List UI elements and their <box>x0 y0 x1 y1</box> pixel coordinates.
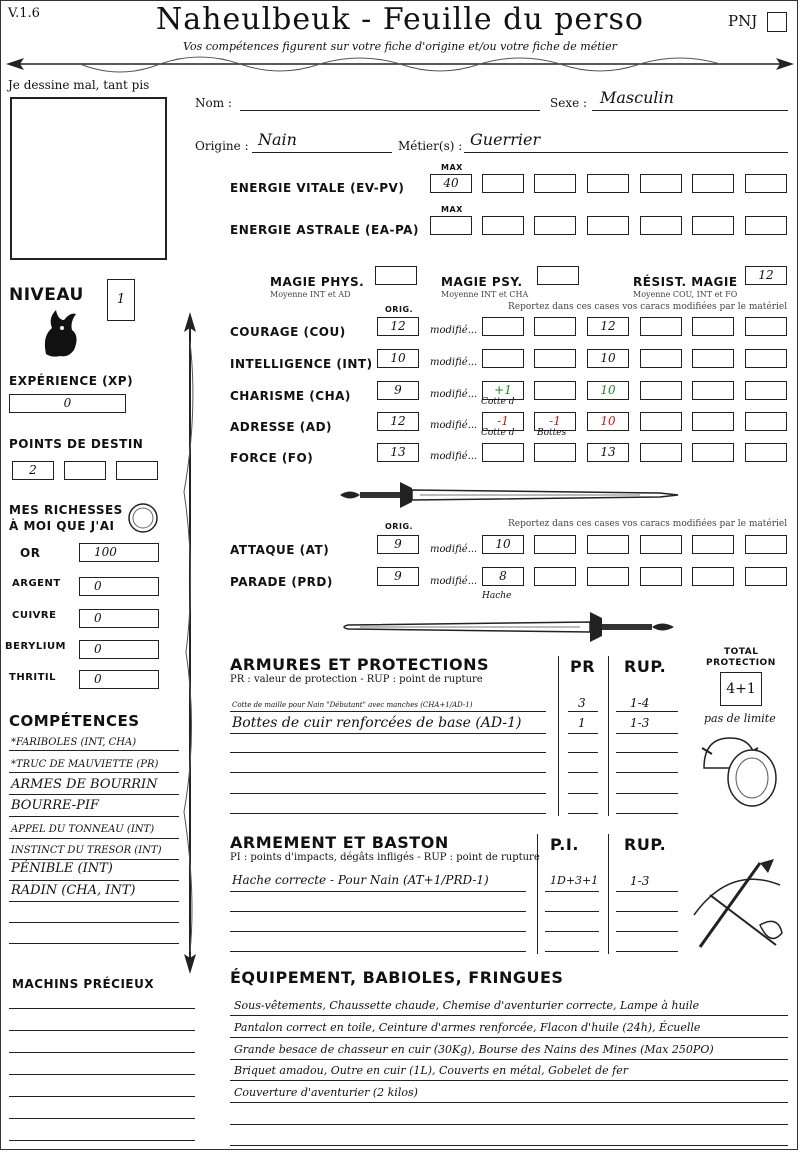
carac-mod-fo[interactable] <box>745 443 787 462</box>
nom-field[interactable] <box>240 110 540 111</box>
helmet-shield-icon <box>700 728 780 808</box>
carac-mod-int[interactable] <box>534 349 576 368</box>
armures-col-rup: RUP. <box>624 657 667 676</box>
carac-mod-ad[interactable]: 10 <box>587 412 629 431</box>
cuivre-label: CUIVRE <box>12 610 57 621</box>
niveau-label: NIVEAU <box>9 285 84 305</box>
parade-mod-box[interactable] <box>534 567 576 586</box>
armures-col-pr: PR <box>570 657 596 676</box>
ev-box[interactable] <box>534 174 576 193</box>
carac-mod-ad[interactable]: -1 <box>534 412 576 431</box>
magie-phys-label: MAGIE PHYS. <box>270 275 365 289</box>
attaque-mod-box[interactable] <box>745 535 787 554</box>
carac-mod-fo[interactable] <box>534 443 576 462</box>
ev-label: ENERGIE VITALE (EV-PV) <box>230 181 405 195</box>
carac-mod-ad[interactable]: -1 <box>482 412 524 431</box>
parade-mod-box[interactable] <box>587 567 629 586</box>
xp-label: EXPÉRIENCE (XP) <box>9 374 134 388</box>
carac-mod-fo[interactable]: 13 <box>587 443 629 462</box>
armement-subtitle: PI : points d'impacts, dégâts infligés - RUP : point de rupture <box>230 852 540 863</box>
armure-rup-line[interactable] <box>616 772 678 773</box>
machins-line[interactable] <box>9 1052 195 1053</box>
ev-box[interactable] <box>482 174 524 193</box>
modifie-label: modifié... <box>430 544 478 555</box>
armure-name: Cotte de maille pour Nain "Débutant" avec manches (CHA+1/AD-1) <box>232 701 473 709</box>
machins-line[interactable] <box>9 1118 195 1119</box>
machins-line[interactable] <box>9 1096 195 1097</box>
armure-pr-line[interactable] <box>568 772 598 773</box>
arme-rup-line[interactable] <box>616 951 678 952</box>
equipement-line[interactable] <box>230 1145 788 1146</box>
machins-label: MACHINS PRÉCIEUX <box>12 977 155 991</box>
ea-label: ENERGIE ASTRALE (EA-PA) <box>230 223 419 237</box>
carac-orig-cou[interactable]: 12 <box>377 317 419 336</box>
magie-psy-note: Moyenne INT et CHA <box>441 290 529 299</box>
portrait-caption: Je dessine mal, tant pis <box>8 78 150 92</box>
cha-mod-note: Cotte d <box>481 397 515 407</box>
carac-mod-int[interactable]: 10 <box>587 349 629 368</box>
armure-name: Bottes de cuir renforcées de base (AD-1) <box>232 715 522 731</box>
carac-mod-cou[interactable]: 12 <box>587 317 629 336</box>
ea-max-box[interactable] <box>430 216 472 235</box>
origine-field[interactable] <box>252 152 392 153</box>
carac-mod-cou[interactable] <box>482 317 524 336</box>
armement-col-rup: RUP. <box>624 835 667 854</box>
armure-line[interactable] <box>230 772 546 773</box>
arme-rup-line[interactable] <box>616 911 678 912</box>
carac-mod-ad[interactable] <box>640 412 682 431</box>
limit-note: pas de limite <box>704 712 776 725</box>
armure-pr-line[interactable] <box>568 711 598 712</box>
armure-pr-line[interactable] <box>568 813 598 814</box>
competence-item: APPEL DU TONNEAU (INT) <box>11 824 155 835</box>
caracs-report-note: Reportez dans ces cases vos caracs modifiées par le matériel <box>508 302 788 312</box>
modifie-label: modifié... <box>430 451 478 462</box>
equipement-line-text: Briquet amadou, Outre en cuir (1L), Couverts en métal, Gobelet de fer <box>234 1064 628 1077</box>
arme-pi-line[interactable] <box>545 891 599 892</box>
equipement-line-text: Sous-vêtements, Chaussette chaude, Chemise d'aventurier correcte, Lampe à huile <box>234 999 700 1012</box>
carac-mod-ad[interactable] <box>745 412 787 431</box>
carac-orig-int[interactable]: 10 <box>377 349 419 368</box>
parade-mod-box[interactable] <box>692 567 734 586</box>
destin-box[interactable]: 2 <box>12 461 54 480</box>
dragon-icon <box>38 306 82 360</box>
destin-box[interactable] <box>64 461 106 480</box>
argent-label: ARGENT <box>12 578 61 589</box>
argent-box[interactable]: 0 <box>79 577 159 596</box>
version-label: V.1.6 <box>8 6 40 21</box>
metier-field[interactable] <box>464 152 788 153</box>
berylium-label: BERYLIUM <box>5 641 67 652</box>
machins-line[interactable] <box>9 1030 195 1031</box>
competence-line[interactable] <box>9 943 179 944</box>
equipement-line-text: Couverture d'aventurier (2 kilos) <box>234 1086 418 1099</box>
armure-pr: 3 <box>578 696 586 710</box>
competence-item: INSTINCT DU TRESOR (INT) <box>11 845 162 856</box>
carac-label-int: INTELLIGENCE (INT) <box>230 357 373 371</box>
richesses-label-2: À MOI QUE J'AI <box>9 519 115 533</box>
ea-max-label: MAX <box>441 205 463 214</box>
ea-box[interactable] <box>587 216 629 235</box>
ea-box[interactable] <box>482 216 524 235</box>
resist-magie-label: RÉSIST. MAGIE <box>633 275 738 289</box>
armure-line[interactable] <box>230 752 546 753</box>
modifie-label: modifié... <box>430 420 478 431</box>
ev-max-box[interactable]: 40 <box>430 174 472 193</box>
carac-mod-cha[interactable]: +1 <box>482 381 524 400</box>
competence-item: RADIN (CHA, INT) <box>11 883 136 898</box>
cuivre-box[interactable]: 0 <box>79 609 159 628</box>
magie-psy-label: MAGIE PSY. <box>441 275 523 289</box>
arme-line[interactable] <box>230 951 526 952</box>
ev-box[interactable] <box>640 174 682 193</box>
carac-mod-int[interactable] <box>745 349 787 368</box>
equipement-line[interactable] <box>230 1015 788 1016</box>
carac-mod-fo[interactable] <box>482 443 524 462</box>
parade-mod-box[interactable] <box>640 567 682 586</box>
attaque-mod-box[interactable] <box>640 535 682 554</box>
armure-rup-line[interactable] <box>616 733 678 734</box>
equipement-line[interactable] <box>230 1059 788 1060</box>
competence-line[interactable] <box>9 859 179 860</box>
destin-label: POINTS DE DESTIN <box>9 437 144 451</box>
competence-line[interactable] <box>9 750 179 751</box>
equipement-title: ÉQUIPEMENT, BABIOLES, FRINGUES <box>230 968 564 987</box>
arme-line[interactable] <box>230 931 526 932</box>
carac-mod-int[interactable] <box>692 349 734 368</box>
nom-label: Nom : <box>195 96 232 110</box>
ad-mod-note-1: Cotte d <box>481 428 515 438</box>
attaque-mod-box[interactable] <box>692 535 734 554</box>
armure-rup-line[interactable] <box>616 711 678 712</box>
total-protection-label-2: PROTECTION <box>706 658 776 668</box>
equipement-line[interactable] <box>230 1080 788 1081</box>
ad-mod-note-2: Bottes <box>537 428 567 438</box>
attaque-orig-box[interactable]: 9 <box>377 535 419 554</box>
carac-mod-int[interactable] <box>640 349 682 368</box>
armures-divider <box>608 656 609 816</box>
sword-icon <box>340 478 680 512</box>
metier-value: Guerrier <box>470 130 541 149</box>
ev-box[interactable] <box>692 174 734 193</box>
combat-orig-label: ORIG. <box>385 522 414 531</box>
arme-rup-line[interactable] <box>616 891 678 892</box>
parade-mod-box[interactable] <box>745 567 787 586</box>
armement-title: ARMEMENT ET BASTON <box>230 833 449 852</box>
arme-pi-line[interactable] <box>545 911 599 912</box>
magie-psy-box[interactable] <box>537 266 579 285</box>
arme-line[interactable] <box>230 891 526 892</box>
page-title: Naheulbeuk - Feuille du perso <box>156 2 644 37</box>
or-box[interactable]: 100 <box>79 543 159 562</box>
niveau-box[interactable]: 1 <box>107 279 135 321</box>
arme-rup-line[interactable] <box>616 931 678 932</box>
competence-item: *TRUC DE MAUVIETTE (PR) <box>11 759 159 770</box>
xp-box[interactable]: 0 <box>9 394 126 413</box>
armure-rup-line[interactable] <box>616 752 678 753</box>
competence-line[interactable] <box>9 901 179 902</box>
competence-line[interactable] <box>9 816 179 817</box>
armures-divider <box>558 656 559 816</box>
armures-title: ARMURES ET PROTECTIONS <box>230 655 489 674</box>
parade-orig-box[interactable]: 9 <box>377 567 419 586</box>
competence-line[interactable] <box>9 838 179 839</box>
equipement-line[interactable] <box>230 1124 788 1125</box>
arme-name: Hache correcte - Pour Nain (AT+1/PRD-1) <box>232 873 489 887</box>
machins-line[interactable] <box>9 1074 195 1075</box>
attaque-mod-box[interactable] <box>534 535 576 554</box>
sexe-label: Sexe : <box>550 96 588 110</box>
competence-item: *FARIBOLES (INT, CHA) <box>11 737 137 748</box>
ea-box[interactable] <box>640 216 682 235</box>
parade-mod-box[interactable]: 8 <box>482 567 524 586</box>
page-subtitle: Vos compétences figurent sur votre fiche d'origine et/ou votre fiche de métier <box>183 40 617 53</box>
armure-pr-line[interactable] <box>568 733 598 734</box>
carac-mod-cha[interactable] <box>692 381 734 400</box>
modifie-label: modifié... <box>430 325 478 336</box>
machins-line[interactable] <box>9 1008 195 1009</box>
equipement-line-text: Pantalon correct en toile, Ceinture d'armes renforcée, Flacon d'huile (24h), Écuelle <box>234 1021 701 1034</box>
ea-box[interactable] <box>745 216 787 235</box>
ev-box[interactable] <box>745 174 787 193</box>
armures-subtitle: PR : valeur de protection - RUP : point de rupture <box>230 674 483 685</box>
vertical-spear-icon <box>180 312 200 974</box>
arme-rup: 1-3 <box>630 874 650 888</box>
competence-line[interactable] <box>9 880 179 881</box>
carac-mod-cha[interactable] <box>745 381 787 400</box>
pnj-label: PNJ <box>728 12 758 30</box>
competence-line[interactable] <box>9 772 179 773</box>
resist-magie-box[interactable]: 12 <box>745 266 787 285</box>
portrait-box[interactable] <box>10 97 167 260</box>
decorative-spear-icon <box>0 52 800 80</box>
ev-box[interactable] <box>587 174 629 193</box>
modifie-label: modifié... <box>430 357 478 368</box>
resist-magie-note: Moyenne COU, INT et FO <box>633 290 738 299</box>
carac-mod-cou[interactable] <box>534 317 576 336</box>
carac-label-ad: ADRESSE (AD) <box>230 420 333 434</box>
carac-label-cha: CHARISME (CHA) <box>230 389 351 403</box>
competences-label: COMPÉTENCES <box>9 712 140 730</box>
attaque-mod-box[interactable] <box>587 535 629 554</box>
armure-rup: 1-4 <box>630 696 650 710</box>
carac-mod-cha[interactable] <box>534 381 576 400</box>
modifie-label: modifié... <box>430 576 478 587</box>
pnj-checkbox[interactable] <box>767 12 787 32</box>
destin-box[interactable] <box>116 461 158 480</box>
arme-pi: 1D+3+1 <box>550 874 599 887</box>
sword-icon <box>340 610 680 644</box>
armure-rup: 1-3 <box>630 716 650 730</box>
competence-line[interactable] <box>9 794 179 795</box>
equipement-line[interactable] <box>230 1037 788 1038</box>
richesses-label-1: MES RICHESSES <box>9 503 123 517</box>
magie-phys-note: Moyenne INT et AD <box>270 290 351 299</box>
attaque-mod-box[interactable]: 10 <box>482 535 524 554</box>
armure-line[interactable] <box>230 733 546 734</box>
parade-label: PARADE (PRD) <box>230 575 333 589</box>
armure-pr: 1 <box>578 716 586 730</box>
origine-label: Origine : <box>195 139 249 153</box>
armure-pr-line[interactable] <box>568 752 598 753</box>
attaque-label: ATTAQUE (AT) <box>230 543 330 557</box>
carac-orig-cha[interactable]: 9 <box>377 381 419 400</box>
magie-phys-box[interactable] <box>375 266 417 285</box>
coin-icon <box>127 502 159 534</box>
ea-box[interactable] <box>534 216 576 235</box>
sexe-field[interactable] <box>592 110 788 111</box>
carac-mod-ad[interactable] <box>692 412 734 431</box>
competence-item: PÉNIBLE (INT) <box>11 861 113 876</box>
armure-line[interactable] <box>230 813 546 814</box>
ev-max-label: MAX <box>441 163 463 172</box>
arme-pi-line[interactable] <box>545 951 599 952</box>
sexe-value: Masculin <box>600 88 674 107</box>
carac-orig-ad[interactable]: 12 <box>377 412 419 431</box>
thritil-label: THRITIL <box>9 672 57 683</box>
armure-line[interactable] <box>230 711 546 712</box>
competence-line[interactable] <box>9 922 179 923</box>
armement-col-pi: P.I. <box>550 835 579 854</box>
armement-divider <box>608 834 609 954</box>
carac-orig-fo[interactable]: 13 <box>377 443 419 462</box>
carac-label-cou: COURAGE (COU) <box>230 325 346 339</box>
equipement-line-text: Grande besace de chasseur en cuir (30Kg), Bourse des Nains des Mines (Max 250PO) <box>234 1043 714 1056</box>
carac-mod-int[interactable] <box>482 349 524 368</box>
armure-rup-line[interactable] <box>616 813 678 814</box>
thritil-box[interactable]: 0 <box>79 670 159 689</box>
combat-report-note: Reportez dans ces cases vos caracs modifiées par le matériel <box>508 519 788 529</box>
armure-rup-line[interactable] <box>616 793 678 794</box>
armure-pr-line[interactable] <box>568 793 598 794</box>
carac-mod-fo[interactable] <box>692 443 734 462</box>
arme-pi-line[interactable] <box>545 931 599 932</box>
metier-label: Métier(s) : <box>398 139 463 153</box>
caracs-orig-label: ORIG. <box>385 305 414 314</box>
weapons-icon <box>690 855 786 955</box>
machins-line[interactable] <box>9 1140 195 1141</box>
competence-item: BOURRE-PIF <box>11 798 100 813</box>
carac-mod-cou[interactable] <box>640 317 682 336</box>
modifie-label: modifié... <box>430 389 478 400</box>
carac-mod-fo[interactable] <box>640 443 682 462</box>
berylium-box[interactable]: 0 <box>79 640 159 659</box>
arme-line[interactable] <box>230 911 526 912</box>
parade-mod-note: Hache <box>482 591 512 601</box>
equipement-line[interactable] <box>230 1102 788 1103</box>
or-label: OR <box>20 546 41 560</box>
armement-divider <box>537 834 538 954</box>
carac-mod-cou[interactable] <box>745 317 787 336</box>
total-protection-label-1: TOTAL <box>724 647 759 657</box>
competence-item: ARMES DE BOURRIN <box>11 777 158 792</box>
carac-label-fo: FORCE (FO) <box>230 451 314 465</box>
ea-box[interactable] <box>692 216 734 235</box>
carac-mod-cou[interactable] <box>692 317 734 336</box>
carac-mod-cha[interactable]: 10 <box>587 381 629 400</box>
total-protection-box[interactable]: 4+1 <box>720 672 762 706</box>
origine-value: Nain <box>258 130 297 149</box>
carac-mod-cha[interactable] <box>640 381 682 400</box>
armure-line[interactable] <box>230 793 546 794</box>
